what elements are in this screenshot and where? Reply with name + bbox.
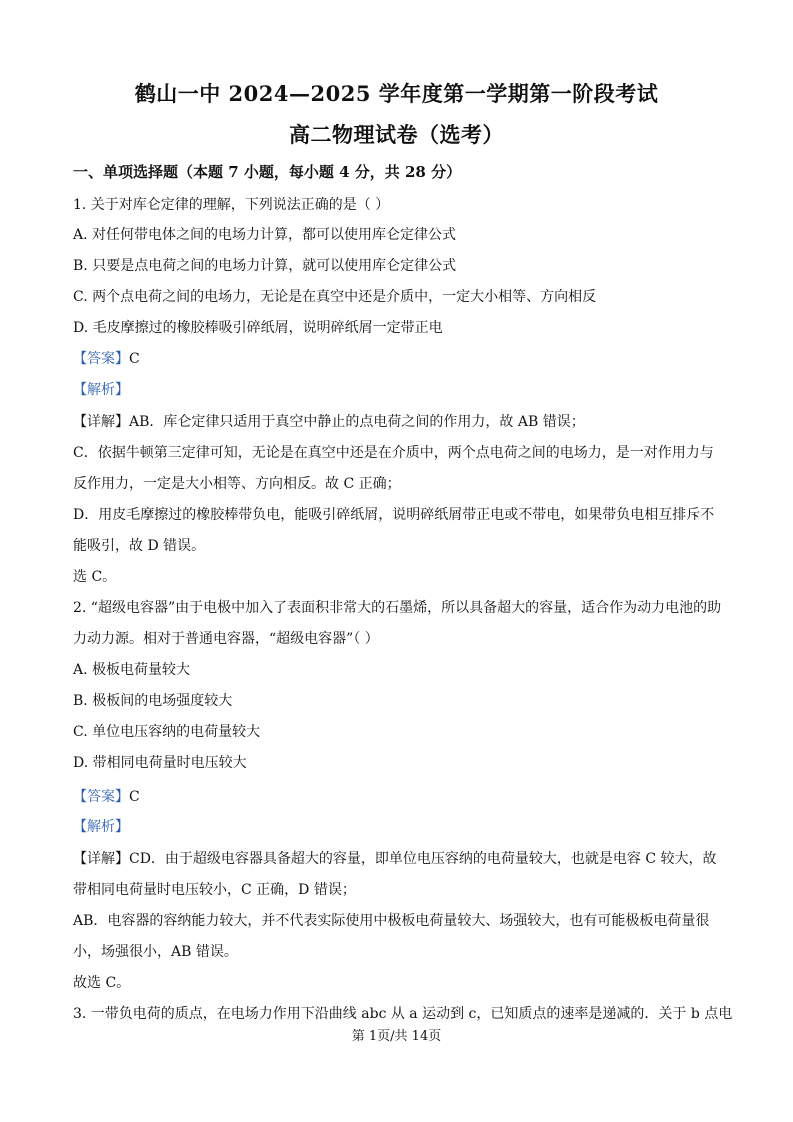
q2-option-d: D. 带相同电荷量时电压较大	[73, 755, 247, 771]
q1-conclusion: 选 C。	[73, 569, 117, 585]
q1-option-b: B. 只要是点电荷之间的电场力计算，就可以使用库仑定律公式	[73, 258, 457, 274]
q1-detail-line: 反作用力，一定是大小相等、方向相反。故 C 正确；	[73, 476, 401, 492]
q1-stem: 1. 关于对库仑定律的理解，下列说法正确的是（ ）	[73, 197, 390, 213]
answer-tag: 【答案】	[73, 351, 129, 367]
q1-analysis-tag: 【解析】	[73, 382, 129, 398]
detail-tag: 【详解】	[73, 414, 129, 430]
q1-option-c: C. 两个点电荷之间的电场力，无论是在真空中还是介质中，一定大小相等、方向相反	[73, 289, 597, 305]
q1-detail-line: 能吸引，故 D 错误。	[73, 538, 206, 554]
q2-analysis-tag: 【解析】	[73, 819, 129, 835]
q1-answer	[73, 350, 140, 368]
q2-stem-line: 力动力源。相对于普通电容器，“超级电容器”（ ）	[73, 631, 379, 647]
q1-option-d: D. 毛皮摩擦过的橡胶棒吸引碎纸屑，说明碎纸屑一定带正电	[73, 320, 443, 336]
q3-stem: 3. 一带负电荷的质点，在电场力作用下沿曲线 abc 从 a 运动到 c，已知质点的速率是递减的．关于 b 点电	[73, 1006, 733, 1022]
exam-subtitle: 高二物理试卷（选考）	[289, 122, 504, 147]
exam-title: 鹤山一中 2024—2025 学年度第一学期第一阶段考试	[134, 81, 659, 106]
q2-detail-line	[73, 850, 717, 868]
q2-option-a: A. 极板电荷量较大	[73, 662, 191, 678]
detail-text: CD．由于超级电容器具备超大的容量，即单位电压容纳的电荷量较大，也就是电容 C 较大，故	[129, 851, 717, 867]
answer-tag: 【答案】	[73, 789, 129, 805]
q2-conclusion: 故选 C。	[73, 975, 131, 991]
detail-text: AB．库仑定律只适用于真空中静止的点电荷之间的作用力，故 AB 错误；	[129, 414, 585, 430]
q1-detail-line: D．用皮毛摩擦过的橡胶棒带负电，能吸引碎纸屑，说明碎纸屑带正电或不带电，如果带负电相互排斥不	[73, 507, 715, 523]
q1-detail-line	[73, 413, 585, 431]
q2-option-b: B. 极板间的电场强度较大	[73, 693, 233, 709]
q2-detail-line: 带相同电荷量时电压较小，C 正确，D 错误；	[73, 882, 356, 898]
detail-tag: 【详解】	[73, 851, 129, 867]
q2-option-c: C. 单位电压容纳的电荷量较大	[73, 724, 261, 740]
section-heading: 一、单项选择题（本题 7 小题，每小题 4 分，共 28 分）	[73, 163, 462, 181]
q2-detail-line: AB．电容器的容纳能力较大，并不代表实际使用中极板电荷量较大、场强较大，也有可能极板电荷量很	[73, 913, 710, 929]
q2-answer	[73, 788, 140, 806]
q2-stem-line: 2. “超级电容器”由于电极中加入了表面积非常大的石墨烯，所以具备超大的容量，适合作为动力电池的助	[73, 600, 722, 616]
page-footer: 第 1页/共 14页	[351, 1029, 442, 1044]
q1-option-a: A. 对任何带电体之间的电场力计算，都可以使用库仑定律公式	[73, 227, 457, 243]
q1-detail-line: C．依据牛顿第三定律可知，无论是在真空中还是在介质中，两个点电荷之间的电场力，是一对作用力与	[73, 445, 714, 461]
answer-value: C	[129, 351, 140, 367]
answer-value: C	[129, 789, 140, 805]
q2-detail-line: 小，场强很小，AB 错误。	[73, 944, 238, 960]
